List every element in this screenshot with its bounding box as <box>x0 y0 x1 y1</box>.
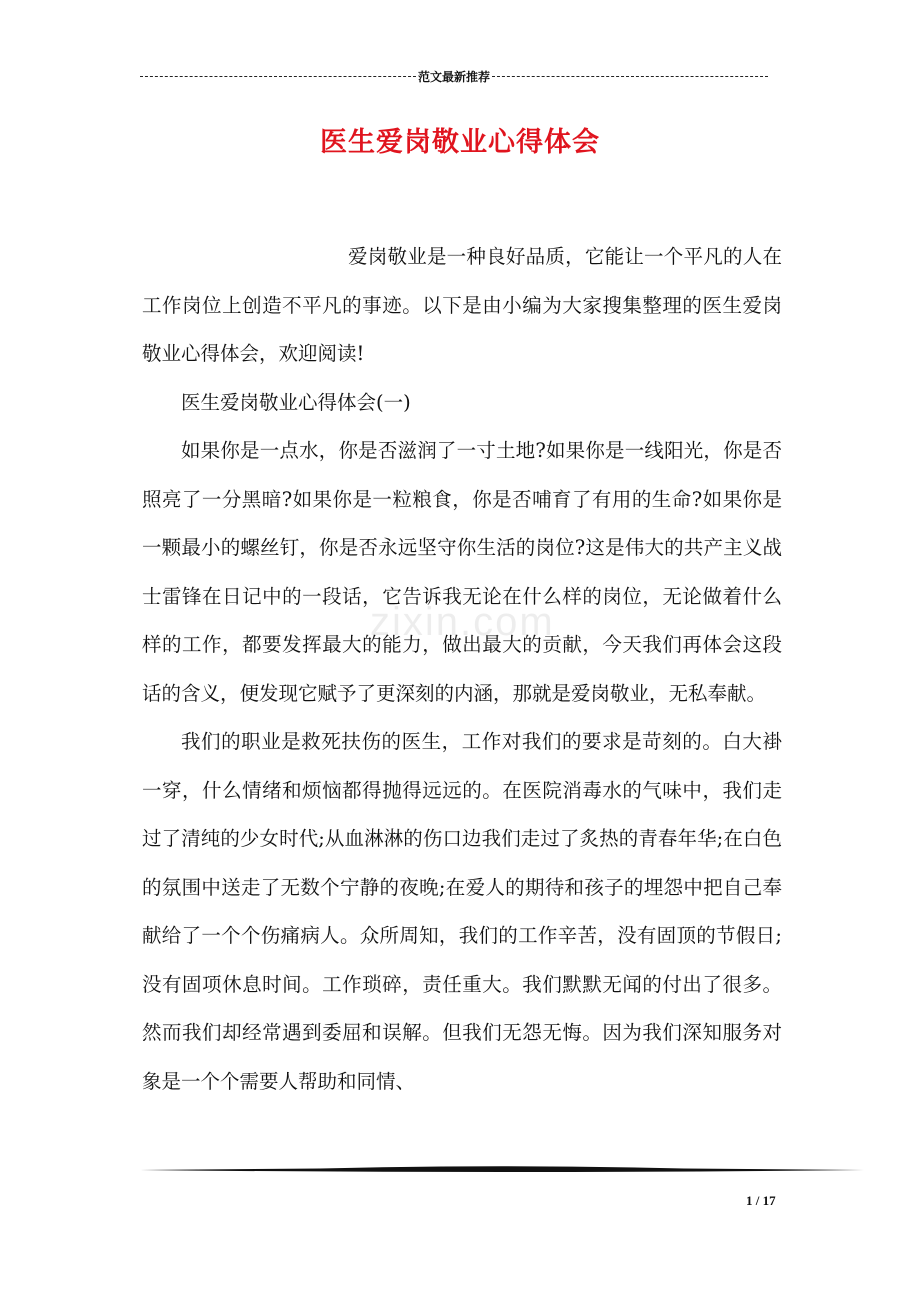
body-paragraph: 我们的职业是救死扶伤的医生，工作对我们的要求是苛刻的。白大褂一穿，什么情绪和烦恼都得抛得远远的。在医院消毒水的气味中，我们走过了清纯的少女时代;从血淋淋的伤口边我们走过了炙热的青春年华;在白色的氛围中送走了无数个宁静的夜晚;在爱人的期待和孩子的埋怨中把自己奉献给了一个个伤痛病人。众所周知，我们的工作辛苦，没有固顶的节假日;没有固项休息时间。工作琐碎，责任重大。我们默默无闻的付出了很多。然而我们却经常遇到委屈和误解。但我们无怨无悔。因为我们深知服务对象是一个个需要人帮助和同情、 <box>142 730 782 1093</box>
header-banner <box>140 66 768 86</box>
document-body <box>142 233 782 1106</box>
watermark: zixin.com <box>370 600 555 644</box>
body-paragraph: 如果你是一点水，你是否滋润了一寸土地?如果你是一线阳光，你是否照亮了一分黑暗?如果你是一粒粮食，你是否哺育了有用的生命?如果你是一颗最小的螺丝钉，你是否永远坚守你生活的岗位?这是伟大的共产主义战士雷锋在日记中的一段话，它告诉我无论在什么样的岗位，无论做着什么样的工作，都要发挥最大的能力，做出最大的贡献，今天我们再体会这段话的含义，便发现它赋予了更深刻的内涵，那就是爱岗敬业，无私奉献。 <box>142 439 782 705</box>
intro-paragraph: 爱岗敬业是一种良好品质，它能让一个平凡的人在工作岗位上创造不平凡的事迹。以下是由小编为大家搜集整理的医生爱岗敬业心得体会，欢迎阅读! <box>142 245 782 365</box>
document-title: 医生爱岗敬业心得体会 <box>320 127 600 158</box>
header-label: 范文最新推荐 <box>418 69 491 84</box>
page-number: 1 / 17 <box>746 1193 776 1208</box>
header-dash-left <box>140 76 416 77</box>
header-dash-right <box>492 76 768 77</box>
footer-rule <box>140 1164 864 1174</box>
section-heading: 医生爱岗敬业心得体会(一) <box>181 390 411 414</box>
